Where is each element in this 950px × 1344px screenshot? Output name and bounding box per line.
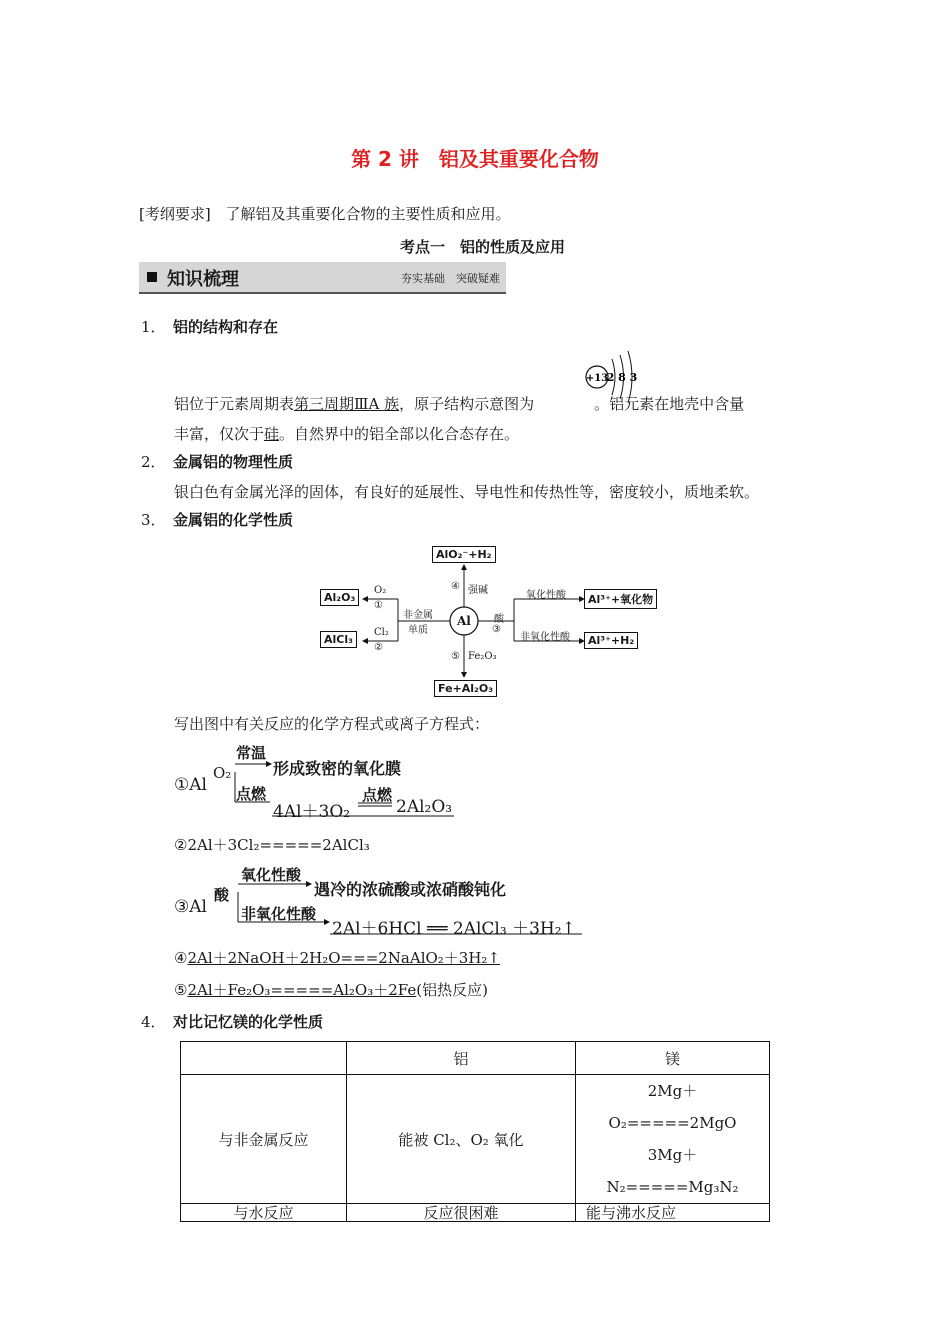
diagram-left-top-reagent: O₂: [374, 585, 387, 596]
comparison-table: [180, 1041, 770, 1222]
diagram-left-bottom-num: ②: [374, 642, 383, 653]
s3-heading: 金属铝的化学性质: [173, 511, 294, 529]
aluminum-reaction-diagram: [316, 540, 666, 700]
diagram-right-top-label: 氧化性酸: [526, 590, 566, 601]
s4-num: 4．: [141, 1013, 166, 1031]
s1-paragraph-1: 铝位于元素周期表第三周期ⅢA 族，原子结构示意图为 。铝元素在地壳中含量: [174, 395, 745, 413]
diagram-center: Al: [457, 614, 471, 628]
diagram-left-top-num: ①: [374, 600, 383, 611]
diagram-left-top-box: Al₂O₃: [320, 589, 359, 606]
s1-heading: 铝的结构和存在: [173, 318, 279, 336]
diagram-left-bottom-reagent: Cl₂: [374, 627, 389, 638]
syllabus-text: 了解铝及其重要化合物的主要性质和应用。: [225, 205, 511, 223]
section-title: 考点一 铝的性质及应用: [400, 238, 566, 256]
diagram-bottom-num: ⑤: [451, 651, 460, 662]
square-bullet-icon: [147, 272, 157, 282]
s2-heading: 金属铝的物理性质: [173, 453, 294, 471]
s3-prompt: 写出图中有关反应的化学方程式或离子方程式：: [174, 715, 490, 733]
diagram-right-bottom-label: 非氧化性酸: [520, 632, 570, 643]
diagram-bottom-box: Fe+Al₂O₃: [434, 680, 497, 697]
diagram-left-bottom-box: AlCl₃: [320, 631, 357, 648]
s4-heading: 对比记忆镁的化学性质: [173, 1013, 324, 1031]
s2-num: 2．: [141, 453, 166, 471]
equation-4: ④2Al＋2NaOH＋2H₂O===2NaAlO₂＋3H₂↑: [174, 949, 501, 967]
diagram-left-label-1: 非金属: [403, 610, 433, 621]
diagram-left-label-2: 单质: [408, 625, 428, 636]
table-row: 与非金属反应 能被 Cl₂、O₂ 氧化 2Mg＋ O₂=====2MgO 3Mg＋ N₂=====Mg₃N₂: [181, 1075, 770, 1204]
table-row: 与水反应 反应很困难 能与沸水反应: [181, 1204, 770, 1222]
diagram-top-num: ④: [451, 581, 460, 592]
atom-nucleus: +13: [585, 373, 609, 384]
table-header-row: 铝 镁: [181, 1042, 770, 1075]
syllabus-label: [考纲要求]: [139, 205, 211, 223]
s1-paragraph-2: 丰富，仅次于硅。自然界中的铝全部以化合态存在。: [174, 425, 520, 443]
equation-2: ②2Al＋3Cl₂=====2AlCl₃: [174, 836, 370, 854]
diagram-right-label: 酸: [494, 614, 504, 625]
diagram-bottom-label: Fe₂O₃: [468, 651, 497, 662]
period-group: 第三周期ⅢA 族: [294, 395, 400, 413]
silicon-underlined: 硅: [264, 425, 280, 443]
s3-num: 3．: [141, 511, 166, 529]
page-title: 第 2 讲 铝及其重要化合物: [351, 147, 599, 171]
atom-shells: 2 8 3: [606, 371, 638, 384]
syllabus: [139, 203, 511, 224]
knowledge-banner: [139, 262, 506, 294]
banner-sub: 夯实基础 突破疑难: [401, 272, 500, 285]
diagram-top-box: AlO₂⁻+H₂: [432, 546, 496, 563]
equation-5: ⑤2Al＋Fe₂O₃=====Al₂O₃＋2Fe(铝热反应): [174, 981, 488, 999]
banner-label: 知识梳理: [167, 269, 239, 290]
diagram-right-top-box: Al³⁺+氧化物: [584, 589, 657, 609]
s2-text: 银白色有金属光泽的固体，有良好的延展性、导电性和传热性等，密度较小，质地柔软。: [174, 483, 760, 501]
diagram-right-num: ③: [492, 624, 501, 635]
diagram-top-label: 强碱: [468, 585, 488, 596]
s1-num: 1．: [141, 318, 166, 336]
diagram-right-bottom-box: Al³⁺+H₂: [584, 632, 638, 649]
